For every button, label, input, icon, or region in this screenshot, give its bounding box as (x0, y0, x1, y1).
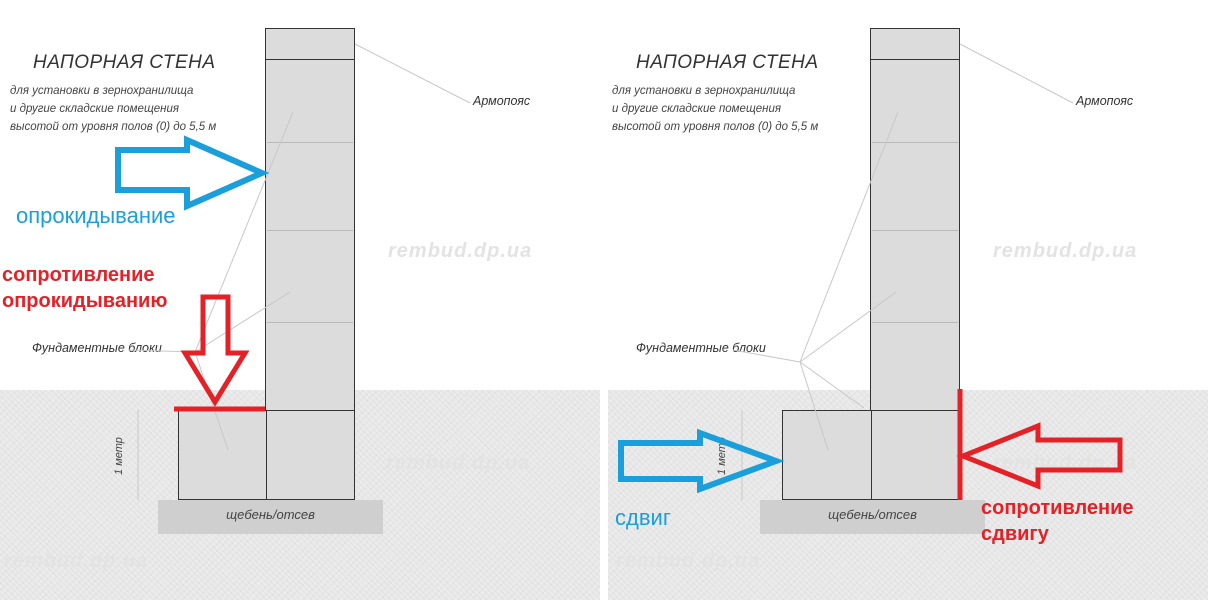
subtitle-line: и другие складские помещения (10, 103, 180, 115)
resistance-line: сдвигу (981, 523, 1049, 545)
leader-line (195, 292, 290, 352)
gravel-label: щебень/отсев (828, 507, 917, 522)
dimension-label: 1 метр (112, 437, 125, 475)
gravel-label: щебень/отсев (226, 507, 315, 522)
overturning-panel (0, 0, 600, 600)
leader-line (800, 112, 898, 362)
shear-panel (608, 0, 1208, 600)
watermark: rembud.dp.ua (993, 240, 1138, 262)
leader-line (800, 292, 896, 362)
overturning-label: опрокидывание (16, 203, 176, 228)
resistance-line: сопротивление (981, 497, 1134, 519)
overturning-resistance-label (2, 262, 167, 314)
watermark: rembud.dp.ua (386, 452, 531, 474)
shear-label: сдвиг (615, 505, 671, 530)
foundation-blocks-label: Фундаментные блоки (32, 341, 162, 355)
watermark: rembud.dp.ua (4, 550, 149, 572)
shear-resistance-label (981, 495, 1134, 547)
watermark: rembud.dp.ua (993, 452, 1138, 474)
leader-line (960, 44, 1073, 103)
watermark: rembud.dp.ua (388, 240, 533, 262)
leader-line (800, 362, 828, 450)
shear-force-arrow (621, 433, 776, 489)
dimension-label: 1 метр (715, 437, 728, 475)
leader-line (355, 44, 470, 103)
leader-line (733, 350, 800, 362)
subtitle-line: и другие складские помещения (612, 103, 782, 115)
armopoyas-label: Армопояс (1076, 94, 1134, 108)
resistance-line: сопротивление (2, 264, 155, 286)
armopoyas-label: Армопояс (473, 94, 531, 108)
diagram-title: НАПОРНАЯ СТЕНА (33, 52, 216, 73)
leader-line (800, 362, 864, 408)
overturning-force-arrow (118, 140, 262, 206)
subtitle-line: для установки в зернохранилища (612, 85, 796, 97)
overturning-resistance-arrow (185, 297, 245, 402)
shear-resistance-arrow (963, 426, 1120, 486)
diagram-title: НАПОРНАЯ СТЕНА (636, 52, 819, 73)
foundation-blocks-label: Фундаментные блоки (636, 341, 766, 355)
subtitle-line: высотой от уровня полов (0) до 5,5 м (10, 121, 217, 133)
subtitle-line: высотой от уровня полов (0) до 5,5 м (612, 121, 819, 133)
watermark: rembud.dp.ua (616, 550, 761, 572)
resistance-line: опрокидыванию (2, 290, 168, 312)
subtitle-line: для установки в зернохранилища (10, 85, 194, 97)
